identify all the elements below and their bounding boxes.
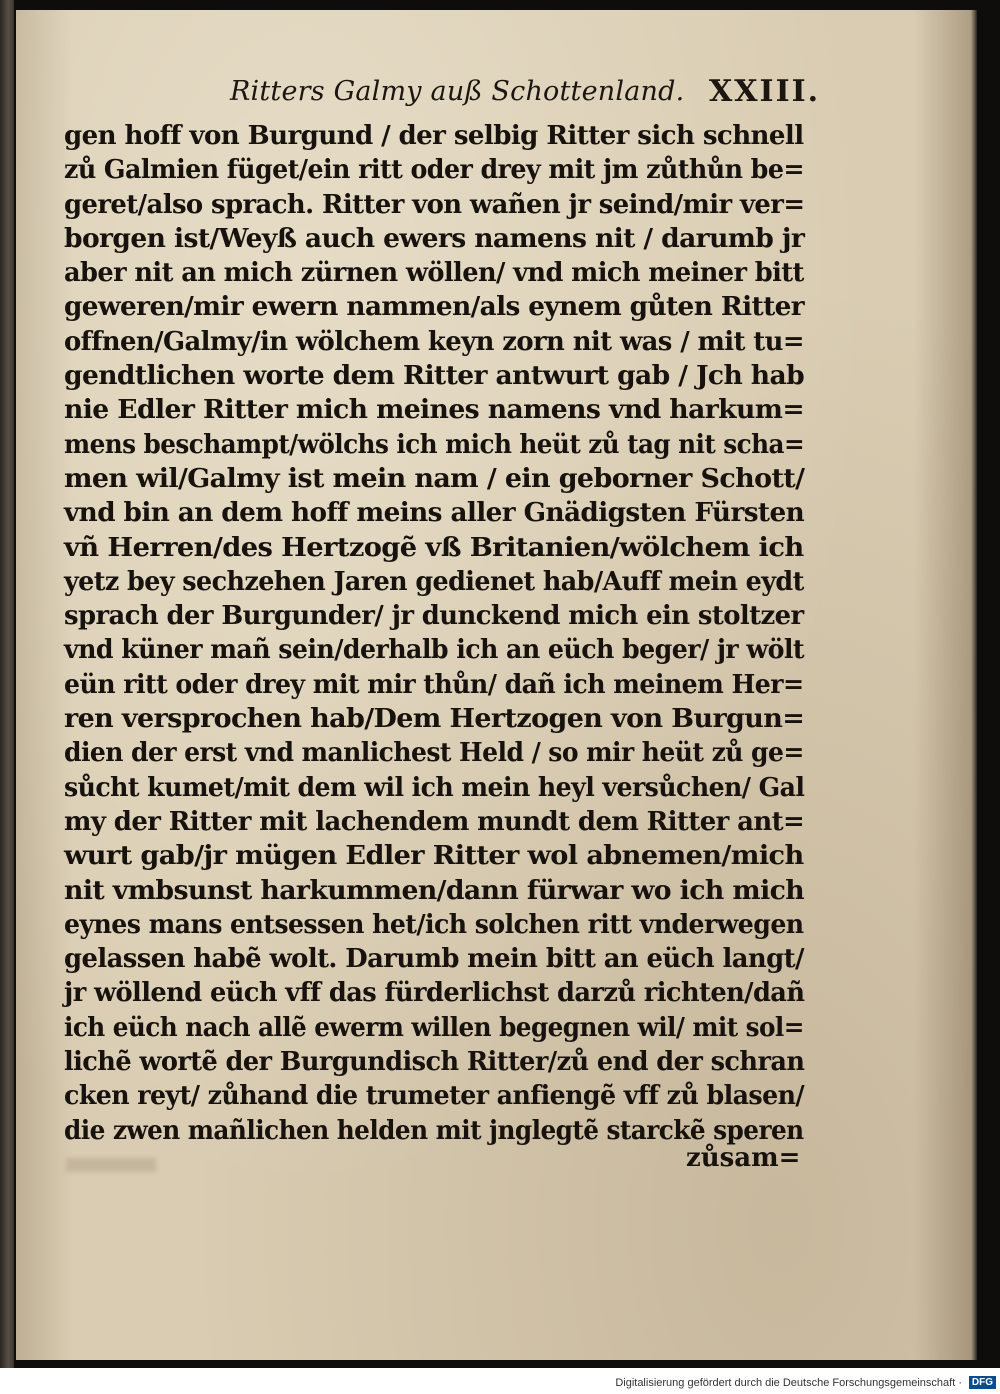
text-line: jr wöllend eüch vff das fürderlichst darzů richten/dañ bbox=[64, 977, 805, 1009]
text-line: die zwen mañlichen helden mit jnglegtẽ starckẽ speren bbox=[64, 1114, 804, 1146]
text-line: zů Galmien füget/ein ritt oder drey mit jm zůthůn be= bbox=[64, 154, 805, 186]
ink-bleed-through bbox=[66, 1158, 156, 1172]
text-line: cken reyt/ zůhand die trumeter anfiengẽ vff zů blasen/ bbox=[64, 1080, 805, 1112]
text-line: nit vmbsunst harkummen/dann fürwar wo ich mich bbox=[64, 874, 805, 906]
text-line: gelassen habẽ wolt. Darumb mein bitt an eüch langt/ bbox=[64, 943, 804, 975]
catchword: zůsam= bbox=[686, 1143, 801, 1173]
funding-credit: Digitalisierung gefördert durch die Deutsche Forschungsgemeinschaft · bbox=[615, 1377, 962, 1389]
text-line: vnd küner mañ sein/derhalb ich an eüch beger/ jr wölt bbox=[64, 634, 804, 666]
text-line: yetz bey sechzehen Jaren gedienet hab/Auff mein eydt bbox=[64, 565, 804, 597]
text-line: my der Ritter mit lachendem mundt dem Ritter ant= bbox=[64, 805, 805, 837]
text-line: ich eüch nach allẽ ewerm willen begegnen wil/ mit sol= bbox=[64, 1011, 804, 1043]
text-line: gen hoff von Burgund / der selbig Ritter sich schnell bbox=[64, 120, 804, 151]
dfg-logo: DFG bbox=[969, 1376, 996, 1389]
text-line: aber nit an mich zürnen wöllen/ vnd mich meiner bitt bbox=[64, 257, 804, 289]
text-line: dien der erst vnd manlichest Held / so mir heüt zů ge= bbox=[64, 737, 804, 769]
text-line: borgen ist/Weyß auch ewers namens nit / darumb jr bbox=[64, 222, 805, 254]
text-line: sůcht kumet/mit dem wil ich mein heyl versůchen/ Gal bbox=[64, 771, 805, 803]
text-line: eün ritt oder drey mit mir thůn/ dañ ich meinem Her= bbox=[64, 668, 804, 700]
text-line: lichẽ wortẽ der Burgundisch Ritter/zů end der schran bbox=[64, 1046, 805, 1078]
text-line: wurt gab/jr mügen Edler Ritter wol abnemen/mich bbox=[64, 840, 804, 872]
text-line: geweren/mir ewern nammen/als eynem gůten Ritter bbox=[64, 291, 805, 323]
text-line: geret/also sprach. Ritter von wañen jr seind/mir ver= bbox=[64, 188, 805, 220]
running-title: Ritters Galmy auß Schottenland. bbox=[230, 76, 685, 107]
running-head bbox=[16, 76, 971, 116]
folio-number: XXIII. bbox=[709, 74, 821, 109]
binding-shadow bbox=[0, 0, 14, 1368]
text-line: gendtlichen worte dem Ritter antwurt gab / Jch hab bbox=[64, 360, 805, 392]
text-line: mens beschampt/wölchs ich mich heüt zů tag nit scha= bbox=[64, 428, 805, 460]
text-line: men wil/Galmy ist mein nam / ein geborner Schott/ bbox=[64, 462, 805, 494]
text-line: vñ Herren/des Hertzogẽ vß Britanien/wölchem ich bbox=[64, 531, 804, 563]
text-line: sprach der Burgunder/ jr dunckend mich ein stoltzer bbox=[64, 600, 804, 632]
page-edge bbox=[971, 10, 977, 1360]
text-line: nie Edler Ritter mich meines namens vnd harkum= bbox=[64, 394, 805, 426]
text-line: vnd bin an dem hoff meins aller Gnädigsten Fürsten bbox=[64, 497, 805, 529]
text-line: eynes mans entsessen het/ich solchen ritt vnderwegen bbox=[64, 908, 804, 940]
body-text bbox=[64, 119, 804, 1148]
text-line: ren versprochen hab/Dem Hertzogen von Burgun= bbox=[64, 703, 805, 735]
text-line: offnen/Galmy/in wölchem keyn zorn nit was / mit tu= bbox=[64, 325, 804, 357]
footer-bar bbox=[0, 1368, 1000, 1394]
